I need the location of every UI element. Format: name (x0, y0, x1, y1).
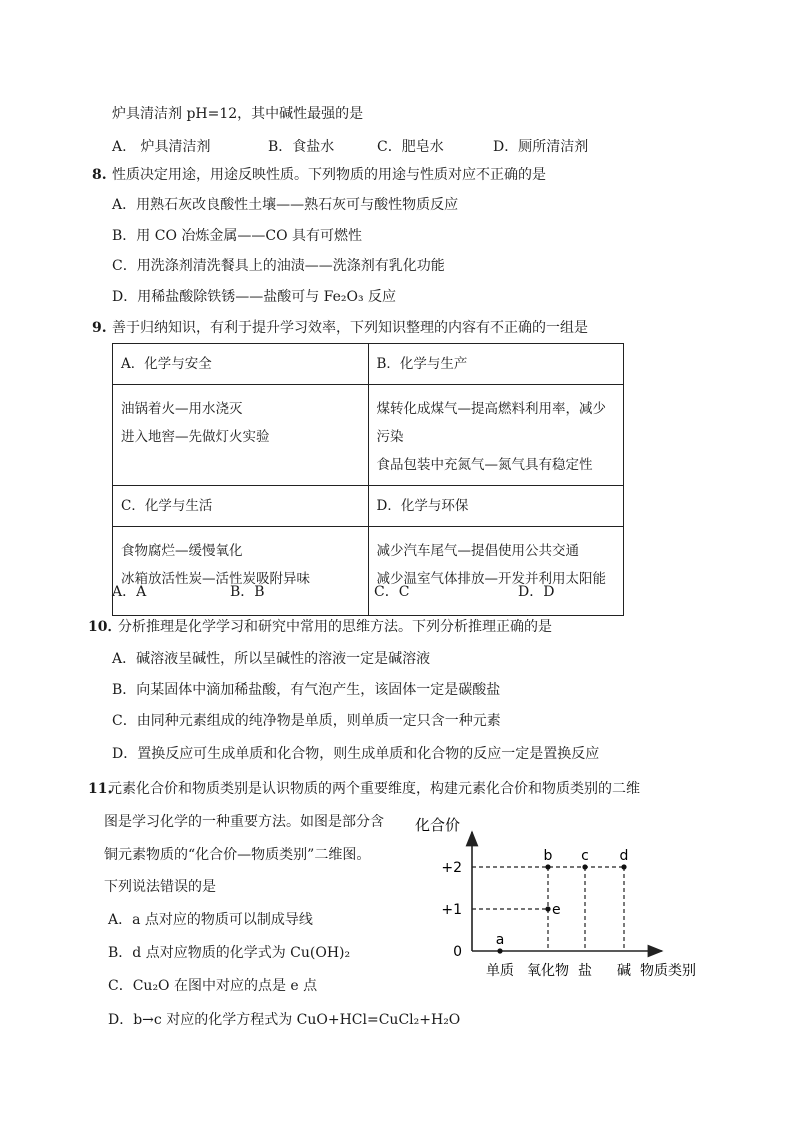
q10-option-b: B．向某固体中滴加稀盐酸，有气泡产生，该固体一定是碳酸盐 (112, 682, 501, 698)
table-cell-a-head: A．化学与安全 (113, 344, 369, 385)
data-point-d (621, 864, 626, 869)
table-c-line-2: 冰箱放活性炭—活性炭吸附异味 (121, 571, 310, 587)
data-label-d: d (619, 848, 629, 864)
data-label-e: e (552, 902, 561, 918)
q11-option-a: A．a 点对应的物质可以制成导线 (108, 912, 313, 928)
table-cell-b-body (368, 385, 624, 486)
data-point-c (582, 864, 587, 869)
q9-number: 9. (92, 320, 107, 336)
data-label-a: a (495, 932, 505, 948)
data-point-a (497, 948, 502, 953)
data-label-b: b (543, 848, 553, 864)
x-axis-label: 物质类别 (640, 963, 696, 979)
table-a-line-1: 油锅着火—用水浇灭 (121, 401, 243, 417)
q9-option-a: A．A (112, 584, 147, 600)
table-cell-b-head: B．化学与生产 (368, 344, 624, 385)
q8-option-c: C．用洗涤剂清洗餐具上的油渍——洗涤剂有乳化功能 (112, 258, 445, 274)
q9-option-c: C．C (374, 584, 410, 600)
q10-number: 10． (88, 619, 122, 635)
table-b-line-2: 食品包装中充氮气—氮气具有稳定性 (376, 457, 593, 473)
valence-category-chart (412, 818, 712, 988)
q8-option-d: D．用稀盐酸除铁锈——盐酸可与 Fe₂O₃ 反应 (112, 289, 397, 305)
q11-stem-line-1: 元素化合价和物质类别是认识物质的两个重要维度，构建元素化合价和物质类别的二维 (108, 781, 640, 797)
y-tick-label: +2 (441, 860, 462, 876)
q8-stem: 性质决定用途，用途反映性质。下列物质的用途与性质对应不正确的是 (112, 167, 546, 183)
table-a-line-2: 进入地窖—先做灯火实验 (121, 429, 270, 445)
q8-option-a: A．用熟石灰改良酸性土壤——熟石灰可与酸性物质反应 (112, 197, 459, 213)
q11-stem-line-4: 下列说法错误的是 (104, 879, 216, 895)
q7-option-a: A. 炉具清洁剂 (112, 139, 211, 155)
table-cell-c-head: C．化学与生活 (113, 486, 369, 527)
q10-stem: 分析推理是化学学习和研究中常用的思维方法。下列分析推理正确的是 (118, 619, 552, 635)
q10-option-a: A．碱溶液呈碱性，所以呈碱性的溶液一定是碱溶液 (112, 651, 431, 667)
data-point-e (545, 906, 550, 911)
q7-option-b: B．食盐水 (268, 139, 335, 155)
q10-option-d: D．置换反应可生成单质和化合物，则生成单质和化合物的反应一定是置换反应 (112, 746, 600, 762)
q7-option-c: C．肥皂水 (377, 139, 444, 155)
x-tick-label: 碱 (617, 963, 631, 979)
table-b-line-1: 煤转化成煤气—提高燃料利用率，减少污染 (376, 401, 606, 445)
table-c-line-1: 食物腐烂—缓慢氧化 (121, 543, 243, 559)
y-tick-label: +1 (441, 902, 462, 918)
table-cell-d-body (368, 527, 624, 616)
table-cell-a-body (113, 385, 369, 486)
y-axis-label: 化合价 (415, 816, 461, 834)
x-tick-label: 氧化物 (527, 963, 569, 979)
table-cell-c-body (113, 527, 369, 616)
q9-stem: 善于归纳知识，有利于提升学习效率，下列知识整理的内容有不正确的一组是 (112, 320, 588, 336)
x-tick-label: 单质 (486, 963, 514, 979)
data-point-b (545, 864, 550, 869)
q11-number: 11. (88, 781, 113, 797)
q11-option-c: C．Cu₂O 在图中对应的点是 e 点 (108, 978, 318, 994)
q9-options (112, 581, 632, 601)
table-d-line-2: 减少温室气体排放—开发并利用太阳能 (376, 571, 606, 587)
q10-option-c: C．由同种元素组成的纯净物是单质，则单质一定只含一种元素 (112, 713, 501, 729)
q9-option-b: B．B (230, 584, 265, 600)
q7-option-d: D．厕所清洁剂 (493, 139, 589, 155)
y-tick-label: 0 (453, 944, 462, 960)
q8-number: 8. (92, 167, 107, 183)
q8-option-b: B．用 CO 冶炼金属——CO 具有可燃性 (112, 228, 363, 244)
table-d-line-1: 减少汽车尾气—提倡使用公共交通 (376, 543, 579, 559)
q11-option-b: B．d 点对应物质的化学式为 Cu(OH)₂ (108, 945, 351, 961)
q9-option-d: D．D (518, 584, 555, 600)
q11-stem-line-3: 铜元素物质的“化合价—物质类别”二维图。 (104, 847, 371, 863)
q11-option-d: D．b→c 对应的化学方程式为 CuO+HCl=CuCl₂+H₂O (108, 1012, 461, 1028)
q11-stem-line-2: 图是学习化学的一种重要方法。如图是部分含 (104, 814, 384, 830)
q7-stem-tail: 炉具清洁剂 pH=12，其中碱性最强的是 (112, 106, 364, 122)
table-cell-d-head: D．化学与环保 (368, 486, 624, 527)
q9-knowledge-table (112, 343, 624, 616)
x-tick-label: 盐 (578, 963, 592, 979)
data-label-c: c (581, 848, 589, 864)
